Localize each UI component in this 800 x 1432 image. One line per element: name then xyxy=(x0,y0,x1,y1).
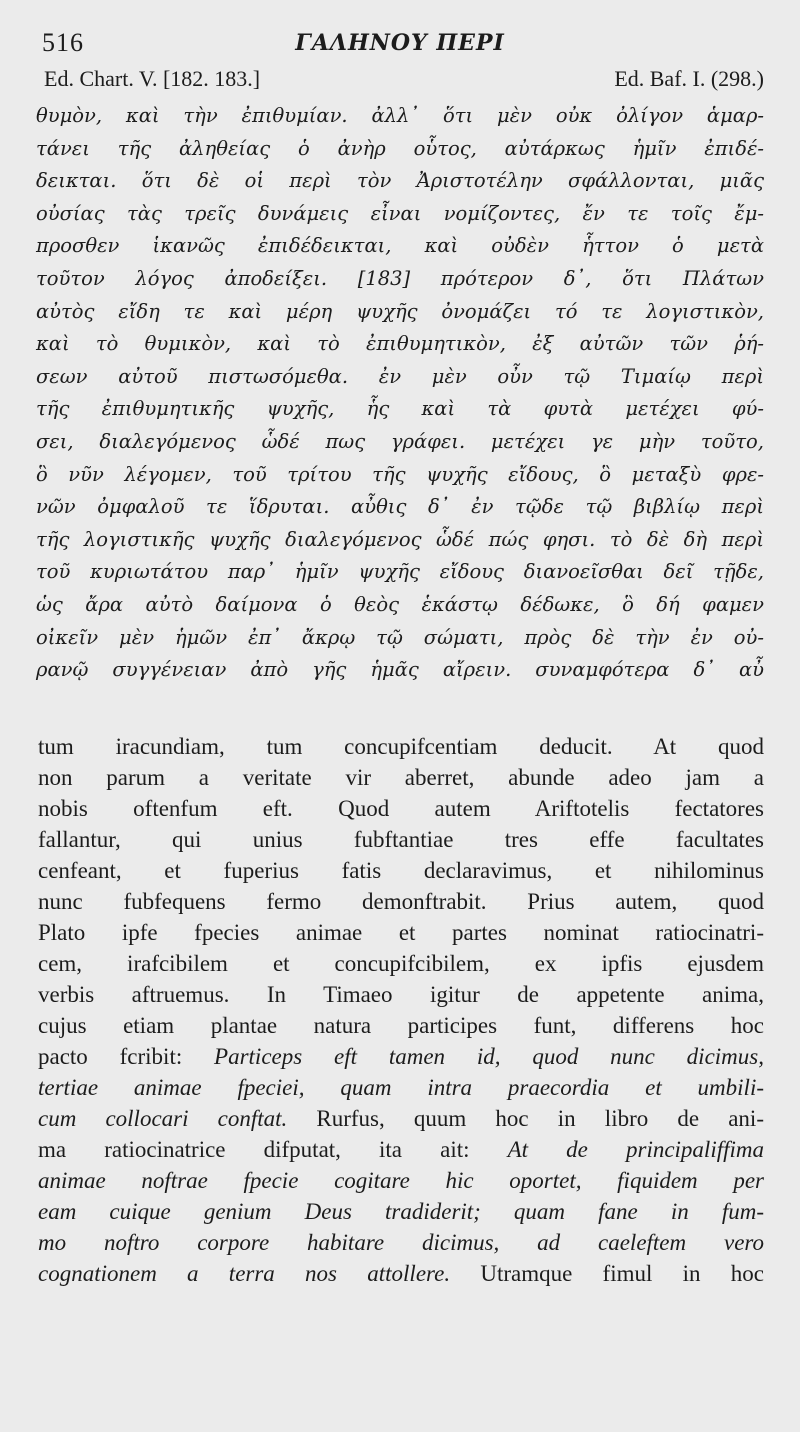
greek-text-line: καὶ τὸ θυμικὸν, καὶ τὸ ἐπιθυμητικὸν, ἐξ αὐτῶν τῶν ῥή- xyxy=(36,332,764,356)
latin-quotation-segment: Particeps eft tamen id, quod nunc dicimus, xyxy=(214,1043,764,1069)
latin-text-line xyxy=(38,948,764,979)
latin-quotation-segment: cum collocari conftat. xyxy=(38,1105,288,1131)
latin-text-line xyxy=(38,1165,764,1196)
latin-text-line xyxy=(38,917,764,948)
latin-text-line xyxy=(38,1010,764,1041)
running-title: ΓΑΛΗΝΟΥ ΠΕΡΙ xyxy=(295,30,505,56)
greek-text-line: τοῦτον λόγος ἀποδείξει. [183] πρότερον δ᾽, ὅτι Πλάτων xyxy=(36,266,764,290)
latin-text-segment: cem, irafcibilem et concupifcibilem, ex ipfis ejusdem xyxy=(38,950,764,976)
latin-translation-block xyxy=(36,731,764,1289)
edition-reference-line xyxy=(36,66,764,96)
greek-text-line: οὐσίας τὰς τρεῖς δυνάμεις εἶναι νομίζοντες, ἔν τε τοῖς ἔμ- xyxy=(36,201,764,225)
latin-text-segment: cujus etiam plantae natura participes funt, differens hoc xyxy=(38,1012,764,1038)
greek-text-line: σεων αὐτοῦ πιστωσόμεθα. ἐν μὲν οὖν τῷ Τιμαίῳ περὶ xyxy=(36,364,764,388)
edition-chart-reference: Ed. Chart. V. [182. 183.] xyxy=(44,66,261,91)
greek-text-line: ὡς ἄρα αὐτὸ δαίμονα ὁ θεὸς ἑκάστῳ δέδωκε, ὃ δή φαμεν xyxy=(36,592,764,616)
latin-text-segment: pacto fcribit: xyxy=(38,1043,215,1069)
latin-text-line xyxy=(38,855,764,886)
latin-text-line xyxy=(38,979,764,1010)
greek-text-line: σει, διαλεγόμενος ὧδέ πως γράφει. μετέχει γε μὴν τοῦτο, xyxy=(36,429,764,453)
latin-text-segment: cenfeant, et fuperius fatis declaravimus, et nihilominus xyxy=(38,857,764,883)
page-number: 516 xyxy=(42,28,84,57)
latin-text-line xyxy=(38,824,764,855)
latin-quotation-segment: eam cuique genium Deus tradiderit; quam fane in fum- xyxy=(38,1198,764,1224)
latin-text-line xyxy=(38,1072,764,1103)
running-head xyxy=(36,28,764,66)
greek-text-line: αὐτὸς εἴδη τε καὶ μέρη ψυχῆς ὀνομάζει τό τε λογιστικὸν, xyxy=(36,299,764,323)
latin-text-line xyxy=(38,793,764,824)
latin-text-line xyxy=(38,1041,764,1072)
latin-text-segment: fallantur, qui unius fubftantiae tres effe facultates xyxy=(38,826,764,852)
latin-quotation-segment: mo noftro corpore habitare dicimus, ad caeleftem vero xyxy=(38,1229,764,1255)
latin-text-segment: ma ratiocinatrice difputat, ita ait: xyxy=(38,1136,508,1162)
latin-quotation-segment: At de principaliffima xyxy=(507,1136,764,1162)
greek-text-line: δεικται. ὅτι δὲ οἱ περὶ τὸν Ἀριστοτέλην σφάλλονται, μιᾶς xyxy=(36,169,764,193)
greek-text-line: τοῦ κυριωτάτου παρ᾽ ἡμῖν ψυχῆς εἴδους διανοεῖσθαι δεῖ τῇδε, xyxy=(36,560,764,584)
latin-text-segment: tum iracundiam, tum concupifcentiam deducit. At quod xyxy=(38,733,764,759)
latin-quotation-segment: animae noftrae fpecie cogitare hic oportet, fiquidem per xyxy=(38,1167,764,1193)
latin-text-line xyxy=(38,762,764,793)
greek-text-line: τάνει τῆς ἀληθείας ὁ ἀνὴρ οὗτος, αὐτάρκως ἡμῖν ἐπιδέ- xyxy=(36,136,764,160)
greek-text-line: οἰκεῖν μὲν ἡμῶν ἐπ᾽ ἄκρῳ τῷ σώματι, πρὸς δὲ τὴν ἐν οὐ- xyxy=(36,625,764,649)
latin-text-segment: nunc fubfequens fermo demonftrabit. Prius autem, quod xyxy=(38,888,764,914)
latin-text-line xyxy=(38,1103,764,1134)
latin-text-segment: Plato ipfe fpecies animae et partes nominat ratiocinatri- xyxy=(38,919,764,945)
latin-quotation-segment: tertiae animae fpeciei, quam intra praecordia et umbili- xyxy=(38,1074,764,1100)
latin-text-line xyxy=(38,886,764,917)
edition-basel-reference: Ed. Baf. I. (298.) xyxy=(614,66,764,91)
latin-text-line xyxy=(38,1227,764,1258)
greek-text-block xyxy=(36,100,764,687)
greek-text-line: ρανῷ συγγένειαν ἀπὸ γῆς ἡμᾶς αἴρειν. συναμφότερα δ᾽ αὖ xyxy=(36,658,764,682)
greek-text-line: προσθεν ἱκανῶς ἐπιδέδεικται, καὶ οὐδὲν ἧττον ὁ μετὰ xyxy=(36,234,764,258)
greek-text-line: νῶν ὀμφαλοῦ τε ἵδρυται. αὖθις δ᾽ ἐν τῷδε τῷ βιβλίῳ περὶ xyxy=(36,495,764,519)
latin-text-segment: Rurfus, quum hoc in libro de ani- xyxy=(287,1105,764,1131)
latin-text-segment: non parum a veritate vir aberret, abunde adeo jam a xyxy=(38,764,764,790)
latin-text-segment: Utramque fimul in hoc xyxy=(450,1260,764,1286)
greek-text-line: θυμὸν, καὶ τὴν ἐπιθυμίαν. ἀλλ᾽ ὅτι μὲν οὐκ ὀλίγον ἁμαρ- xyxy=(36,104,764,127)
latin-text-segment: verbis aftruemus. In Timaeo igitur de appetente anima, xyxy=(38,981,764,1007)
latin-text-segment: nobis oftenfum eft. Quod autem Ariftotelis fectatores xyxy=(38,795,764,821)
latin-text-line xyxy=(38,731,764,762)
latin-text-line xyxy=(38,1134,764,1165)
latin-text-line xyxy=(38,1196,764,1227)
greek-text-line: τῆς λογιστικῆς ψυχῆς διαλεγόμενος ὧδέ πώς φησι. τὸ δὲ δὴ περὶ xyxy=(36,527,764,551)
greek-text-line: ὃ νῦν λέγομεν, τοῦ τρίτου τῆς ψυχῆς εἴδους, ὃ μεταξὺ φρε- xyxy=(36,462,764,486)
latin-quotation-segment: cognationem a terra nos attollere. xyxy=(38,1260,451,1286)
latin-text-line xyxy=(38,1258,764,1289)
greek-text-line: τῆς ἐπιθυμητικῆς ψυχῆς, ἧς καὶ τὰ φυτὰ μετέχει φύ- xyxy=(36,397,764,421)
